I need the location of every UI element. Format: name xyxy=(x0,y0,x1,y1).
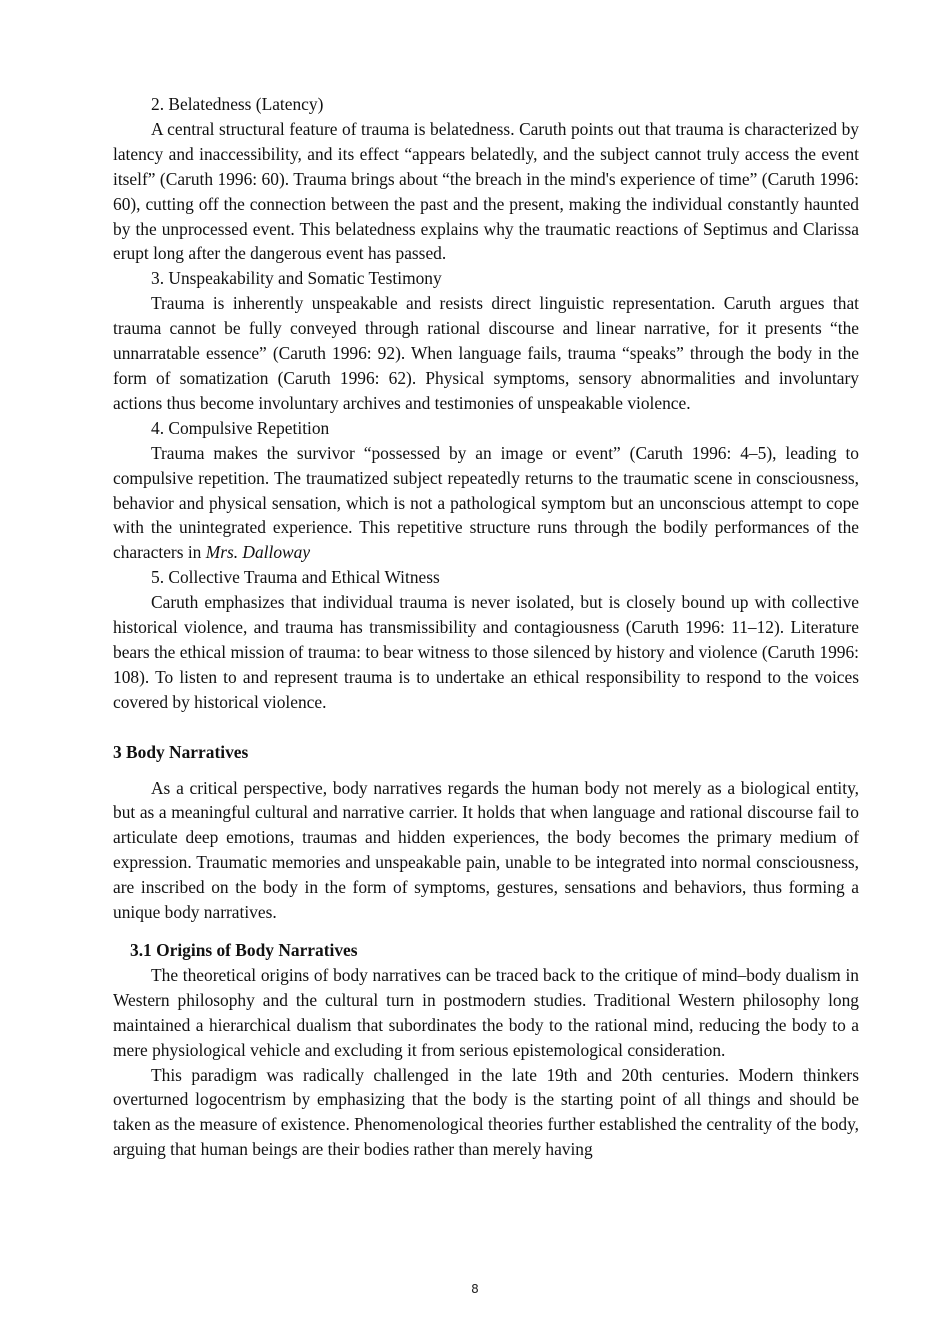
unspeakability-paragraph: Trauma is inherently unspeakable and resists direct linguistic representation. Caruth argues that trauma cannot be fully conveyed through rational discourse and linear narrative, for it presents “the unnarratable essence” (Caruth 1996: 92). When language fails, trauma “speaks” through the body in the form of somatization (Caruth 1996: 62). Physical symptoms, sensory abnormalities and involuntary actions thus become involuntary archives and testimonies of unspeakable violence. xyxy=(113,293,859,413)
compulsive-repetition-paragraph xyxy=(113,441,859,566)
belatedness-paragraph: A central structural feature of trauma is belatedness. Caruth points out that trauma is characterized by latency and inaccessibility, and its effect “appears belatedly, and the subject cannot truly access the event itself” (Caruth 1996: 60). Trauma brings about “the breach in the mind's experience of time” (Caruth 1996: 60), cutting off the connection between the past and the present, making the individual constantly haunted by the unprocessed event. This belatedness explains why the traumatic reactions of Septimus and Clarissa erupt long after the dangerous event has passed. xyxy=(113,118,859,264)
page-number: 8 xyxy=(471,1282,479,1296)
origins-paragraph-1: The theoretical origins of body narratives can be traced back to the critique of mind–body dualism in Western philosophy and the cultural turn in postmodern studies. Traditional Western philosophy long maintained a hierarchical dualism that subordinates the body to the rational mind, reducing the body to a mere physiological vehicle and excluding it from serious epistemological consideration. xyxy=(113,964,859,1060)
collective-trauma-heading: 5. Collective Trauma and Ethical Witness xyxy=(151,567,440,588)
origins-heading: 3.1 Origins of Body Narratives xyxy=(130,940,358,960)
compulsive-repetition-heading: 4. Compulsive Repetition xyxy=(151,417,330,438)
origins-paragraph-2: This paradigm was radically challenged in the late 19th and 20th centuries. Modern thinkers overturned logocentrism by emphasizing that the body is the starting point of all things and should be taken as the measure of existence. Phenomenological theories further established the centrality of the body, arguing that human beings are their bodies rather than merely having xyxy=(113,1064,859,1160)
document-page xyxy=(113,92,859,1162)
body-narratives-intro: As a critical perspective, body narratives regards the human body not merely as a biological entity, but as a meaningful cultural and narrative carrier. It holds that when language and rational discourse fail to articulate deep emotions, traumas and hidden experiences, the body becomes the primary medium of expression. Traumatic memories and unspeakable pain, unable to be integrated into normal consciousness, are inscribed on the body in the form of symptoms, gestures, sensations and behaviors, thus forming a unique body narratives. xyxy=(113,777,859,923)
collective-trauma-paragraph: Caruth emphasizes that individual trauma is never isolated, but is closely bound up with collective historical violence, and trauma has transmissibility and contagiousness (Caruth 1996: 11–12). Literature bears the ethical mission of trauma: to bear witness to those silenced by history and violence (Caruth 1996: 108). To listen to and represent trauma is to undertake an ethical responsibility to respond to the voices covered by historical violence. xyxy=(113,592,859,712)
novel-title-italic: Mrs. Dalloway xyxy=(205,542,311,563)
compulsive-repetition-text: Trauma makes the survivor “possessed by an image or event” (Caruth 1996: 4–5), leading to compulsive repetition. The traumatized subject repeatedly returns to the traumatic scene in consciousness, behavior and physical sensation, which is not a pathological symptom but an unconscious attempt to cope with the unintegrated experience. This repetitive structure runs through the bodily performances of the characters in xyxy=(113,442,859,563)
body-narratives-heading: 3 Body Narratives xyxy=(113,741,249,762)
belatedness-heading: 2. Belatedness (Latency) xyxy=(151,94,324,114)
unspeakability-heading: 3. Unspeakability and Somatic Testimony xyxy=(151,268,442,289)
